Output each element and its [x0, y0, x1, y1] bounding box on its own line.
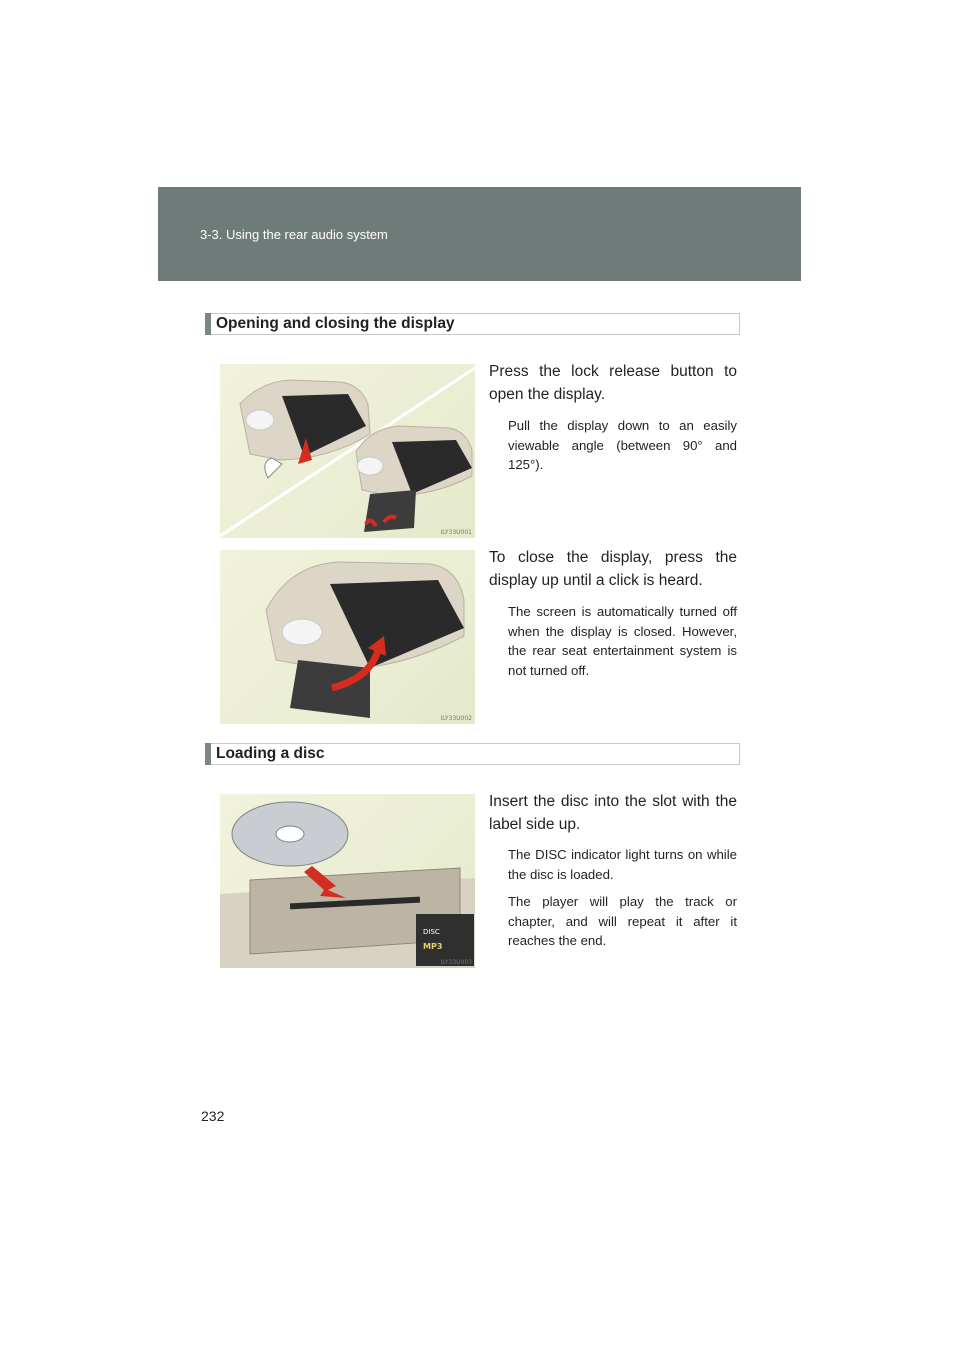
- note-display-angle: Pull the display down to an easily viewable angle (between 90° and 125°).: [508, 418, 737, 472]
- image-code: ILY33U003: [440, 959, 472, 966]
- page-number: 232: [201, 1108, 225, 1124]
- note-screen-off: The screen is automatically turned off when the display is closed. However, the rear seat entertainment system is not turned off.: [508, 604, 737, 678]
- chapter-header-band: [158, 187, 801, 281]
- section-accent: [205, 743, 211, 765]
- close-display-drawing: [220, 550, 475, 724]
- instruction-close-display: To close the display, press the display up until a click is heard.: [489, 549, 737, 589]
- mp3-indicator-label: MP3: [423, 942, 443, 951]
- instruction-insert-disc: Insert the disc into the slot with the label side up.: [489, 793, 737, 833]
- disc-indicator-label: DISC: [423, 928, 440, 936]
- note-disc-indicator: The DISC indicator light turns on while the disc is loaded.: [508, 847, 737, 882]
- illustration-load-disc: [220, 794, 475, 968]
- section-accent: [205, 313, 211, 335]
- section-title: Opening and closing the display: [216, 315, 455, 332]
- breadcrumb: 3-3. Using the rear audio system: [200, 227, 388, 242]
- illustration-open-display: [220, 364, 475, 538]
- image-code: ILY33U002: [440, 715, 472, 722]
- load-disc-drawing: [220, 794, 475, 968]
- section-title: Loading a disc: [216, 745, 325, 762]
- open-display-drawing: [220, 364, 475, 538]
- section-header-opening-closing: [205, 313, 740, 335]
- image-code: ILY33U001: [440, 529, 472, 536]
- note-repeat-play: The player will play the track or chapter, and will repeat it after it reaches the end.: [508, 894, 737, 948]
- illustration-close-display: [220, 550, 475, 724]
- instruction-open-display: Press the lock release button to open the display.: [489, 363, 737, 403]
- section-header-loading-disc: [205, 743, 740, 765]
